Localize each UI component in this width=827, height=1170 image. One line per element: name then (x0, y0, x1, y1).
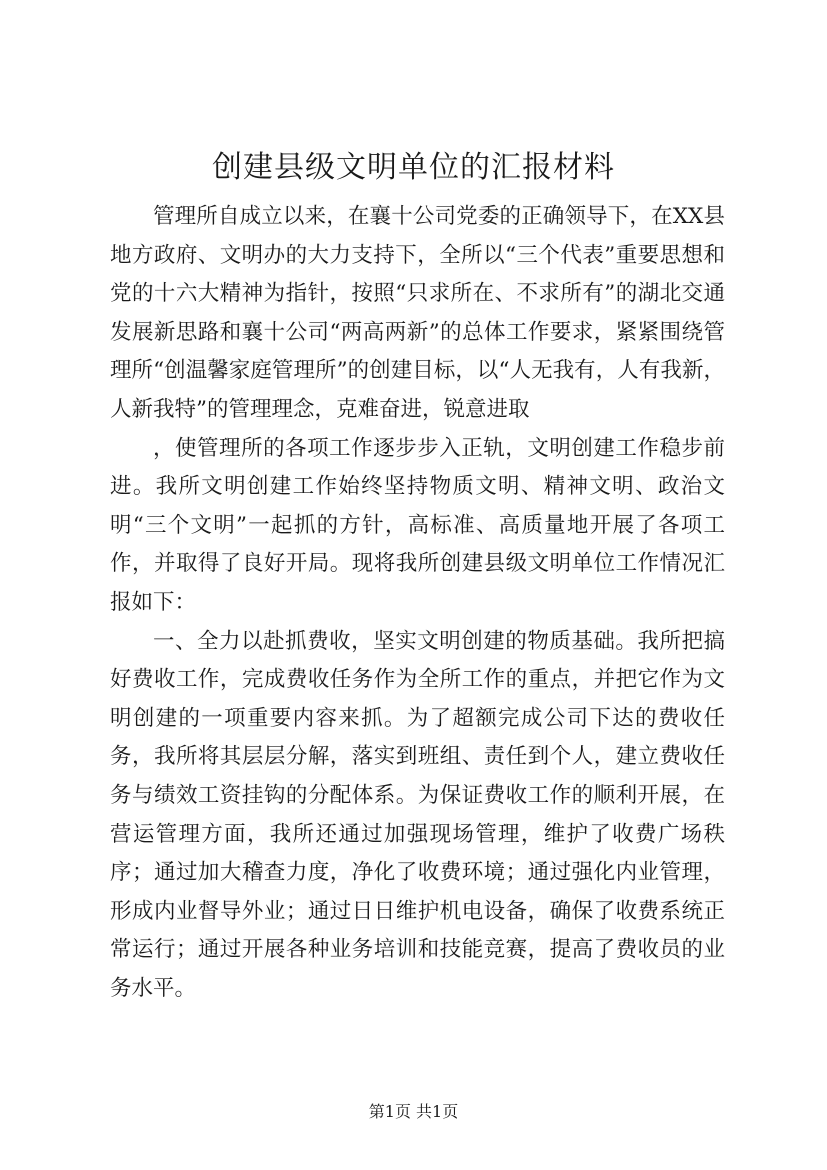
document-body (110, 198, 725, 1008)
paragraph-continuation: ，使管理所的各项工作逐步步入正轨，文明创建工作稳步前进。我所文明创建工作始终坚持物质文明、精神文明、政治文明“三个文明”一起抓的方针，高标准、高质量地开展了各项工作，并取得了良好开局。现将我所创建县级文明单位工作情况汇报如下： (110, 435, 725, 615)
paragraph-section-one: 一、全力以赴抓费收，坚实文明创建的物质基础。我所把搞好费收工作，完成费收任务作为全所工作的重点，并把它作为文明创建的一项重要内容来抓。为了超额完成公司下达的费收任务，我所将其层层分解，落实到班组、责任到个人，建立费收任务与绩效工资挂钩的分配体系。为保证费收工作的顺利开展，在营运管理方面，我所还通过加强现场管理，维护了收费广场秩序；通过加大稽查力度，净化了收费环境；通过强化内业管理，形成内业督导外业；通过日日维护机电设备，确保了收费系统正常运行；通过开展各种业务培训和技能竞赛，提高了费收员的业务水平。 (110, 628, 725, 1001)
page-number-footer: 第1页 共1页 (368, 1102, 459, 1121)
paragraph-intro: 管理所自成立以来，在襄十公司党委的正确领导下，在XX县地方政府、文明办的大力支持下，全所以“三个代表”重要思想和党的十六大精神为指针，按照“只求所在、不求所有”的湖北交通发展新思路和襄十公司“两高两新”的总体工作要求，紧紧围绕管理所“创温馨家庭管理所”的创建目标，以“人无我有，人有我新，人新我特”的管理理念，克难奋进，锐意进取 (110, 204, 725, 422)
document-title: 创建县级文明单位的汇报材料 (212, 150, 615, 185)
